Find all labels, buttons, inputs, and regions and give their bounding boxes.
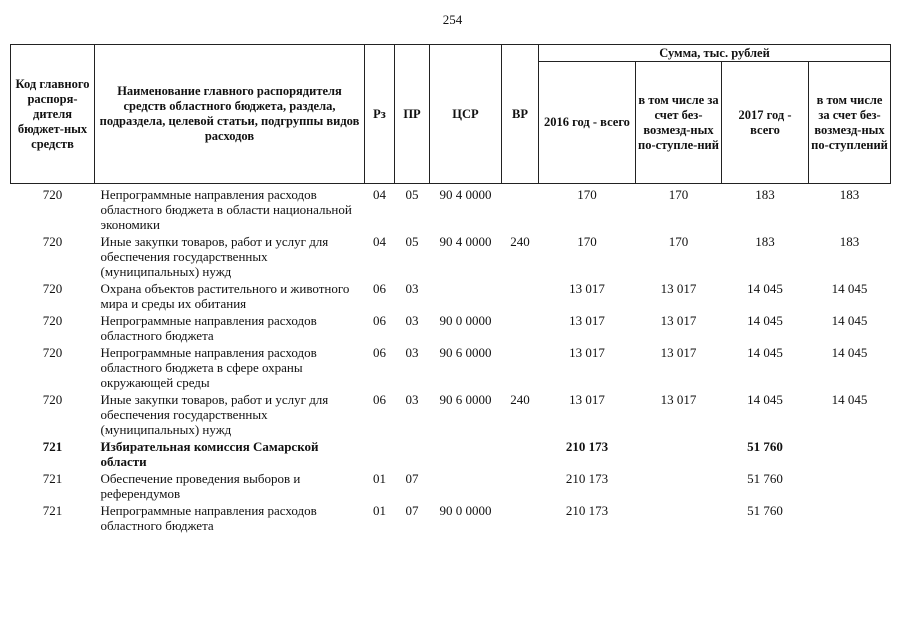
cell-csr: 90 4 0000 xyxy=(439,234,492,249)
cell-2016-total: 13 017 xyxy=(569,392,605,407)
cell-pr xyxy=(395,438,430,470)
header-2017-total: 2017 год - всего xyxy=(722,62,809,184)
cell-rz: 06 xyxy=(373,345,386,360)
cell-2016-grants: 13 017 xyxy=(660,345,697,360)
table-row xyxy=(11,344,891,391)
cell-2016-total: 210 173 xyxy=(565,471,609,486)
cell-2017-grants: 14 045 xyxy=(831,281,868,296)
cell-2017-total: 14 045 xyxy=(747,345,783,360)
cell-code: 720 xyxy=(42,313,63,328)
cell-2017-total: 14 045 xyxy=(747,281,783,296)
cell-name: Иные закупки товаров, работ и услуг для обеспечения государственных (муниципальных) нужд xyxy=(100,392,329,437)
cell-vr xyxy=(502,470,539,502)
cell-code: 720 xyxy=(42,281,63,296)
cell-2016-grants: 13 017 xyxy=(660,281,697,296)
cell-2017-grants xyxy=(809,470,891,502)
cell-name: Охрана объектов растительного и животного мира и среды их обитания xyxy=(100,281,350,311)
cell-2017-total: 183 xyxy=(755,234,775,249)
cell-rz: 01 xyxy=(373,471,386,486)
header-csr: ЦСР xyxy=(430,45,502,184)
table-row xyxy=(11,312,891,344)
table-row xyxy=(11,391,891,438)
cell-name: Непрограммные направления расходов областного бюджета в области национальной экономики xyxy=(100,187,352,232)
cell-2017-total: 51 760 xyxy=(747,471,783,486)
cell-2016-grants xyxy=(636,502,722,534)
cell-vr xyxy=(502,438,539,470)
cell-pr: 07 xyxy=(405,503,419,518)
table-row xyxy=(11,470,891,502)
cell-2017-total: 14 045 xyxy=(747,392,783,407)
cell-csr: 90 0 0000 xyxy=(439,313,492,328)
cell-pr: 03 xyxy=(405,345,419,360)
cell-code: 721 xyxy=(42,503,63,518)
cell-name: Обеспечение проведения выборов и референдумов xyxy=(100,471,301,501)
cell-csr: 90 4 0000 xyxy=(439,187,492,202)
table-body xyxy=(11,184,891,535)
cell-name: Иные закупки товаров, работ и услуг для обеспечения государственных (муниципальных) нужд xyxy=(100,234,329,279)
cell-pr: 03 xyxy=(405,313,419,328)
cell-pr: 03 xyxy=(405,392,419,407)
cell-2016-total: 210 173 xyxy=(565,503,609,518)
cell-csr: 90 6 0000 xyxy=(439,345,492,360)
cell-2017-grants: 14 045 xyxy=(831,345,868,360)
cell-2016-grants: 13 017 xyxy=(660,392,697,407)
cell-rz: 04 xyxy=(373,234,386,249)
cell-csr xyxy=(430,470,502,502)
cell-2016-grants xyxy=(636,438,722,470)
cell-csr xyxy=(430,280,502,312)
cell-pr: 05 xyxy=(405,234,419,249)
table-row xyxy=(11,280,891,312)
cell-csr: 90 0 0000 xyxy=(439,503,492,518)
page-number: 254 xyxy=(442,12,463,27)
cell-2016-grants xyxy=(636,470,722,502)
cell-rz: 06 xyxy=(373,313,386,328)
table-row xyxy=(11,184,891,234)
table-row xyxy=(11,438,891,470)
cell-2016-total: 170 xyxy=(577,234,597,249)
header-2016-grants: в том числе за счет без-возмезд-ных по-ступле-ний xyxy=(636,62,722,184)
cell-2017-grants: 14 045 xyxy=(831,392,868,407)
header-name: Наименование главного распорядителя средств областного бюджета, раздела, подраздела, целевой статьи, подгруппы видов расходов xyxy=(95,45,365,184)
cell-2017-grants: 14 045 xyxy=(831,313,868,328)
cell-csr: 90 6 0000 xyxy=(439,392,492,407)
cell-rz xyxy=(365,438,395,470)
cell-csr xyxy=(430,438,502,470)
header-2016-total: 2016 год - всего xyxy=(539,62,636,184)
cell-vr xyxy=(502,184,539,234)
cell-code: 720 xyxy=(42,392,63,407)
cell-2016-grants: 170 xyxy=(668,187,689,202)
cell-code: 720 xyxy=(42,234,63,249)
cell-2017-grants: 183 xyxy=(839,187,860,202)
cell-2016-total: 13 017 xyxy=(569,345,605,360)
cell-2017-total: 183 xyxy=(755,187,775,202)
cell-2016-total: 210 173 xyxy=(565,439,609,454)
cell-code: 720 xyxy=(42,187,63,202)
cell-vr: 240 xyxy=(510,392,530,407)
cell-2016-grants: 170 xyxy=(668,234,689,249)
cell-2016-total: 13 017 xyxy=(569,313,605,328)
cell-rz: 01 xyxy=(373,503,386,518)
cell-2016-total: 170 xyxy=(577,187,597,202)
cell-2017-total: 51 760 xyxy=(747,439,783,454)
header-rz: Рз xyxy=(365,45,395,184)
cell-name: Непрограммные направления расходов областного бюджета в сфере охраны окружающей среды xyxy=(100,345,317,390)
cell-rz: 06 xyxy=(373,392,386,407)
cell-pr: 03 xyxy=(405,281,419,296)
header-pr: ПР xyxy=(395,45,430,184)
header-2017-grants: в том числе за счет без-возмезд-ных по-ступлений xyxy=(809,62,891,184)
budget-table xyxy=(10,44,891,534)
cell-2017-grants xyxy=(809,502,891,534)
cell-rz: 06 xyxy=(373,281,386,296)
table-row xyxy=(11,502,891,534)
cell-code: 720 xyxy=(42,345,63,360)
header-code: Код главного распоря-дителя бюджет-ных средств xyxy=(11,45,95,184)
cell-vr: 240 xyxy=(510,234,530,249)
cell-pr: 07 xyxy=(405,471,419,486)
cell-2017-total: 51 760 xyxy=(747,503,783,518)
cell-name: Непрограммные направления расходов областного бюджета xyxy=(100,503,317,533)
cell-code: 721 xyxy=(42,471,63,486)
cell-vr xyxy=(502,280,539,312)
cell-name: Избирательная комиссия Самарской области xyxy=(100,439,319,469)
cell-pr: 05 xyxy=(405,187,419,202)
cell-vr xyxy=(502,344,539,391)
cell-2017-total: 14 045 xyxy=(747,313,783,328)
cell-2016-grants: 13 017 xyxy=(660,313,697,328)
cell-vr xyxy=(502,312,539,344)
cell-2016-total: 13 017 xyxy=(569,281,605,296)
cell-name: Непрограммные направления расходов областного бюджета xyxy=(100,313,317,343)
cell-2017-grants xyxy=(809,438,891,470)
cell-code: 721 xyxy=(42,439,63,454)
cell-rz: 04 xyxy=(373,187,386,202)
table-header xyxy=(11,45,891,184)
table-row xyxy=(11,233,891,280)
cell-vr xyxy=(502,502,539,534)
header-vr: ВР xyxy=(502,45,539,184)
cell-2017-grants: 183 xyxy=(839,234,860,249)
header-sum: Сумма, тыс. рублей xyxy=(539,45,891,62)
